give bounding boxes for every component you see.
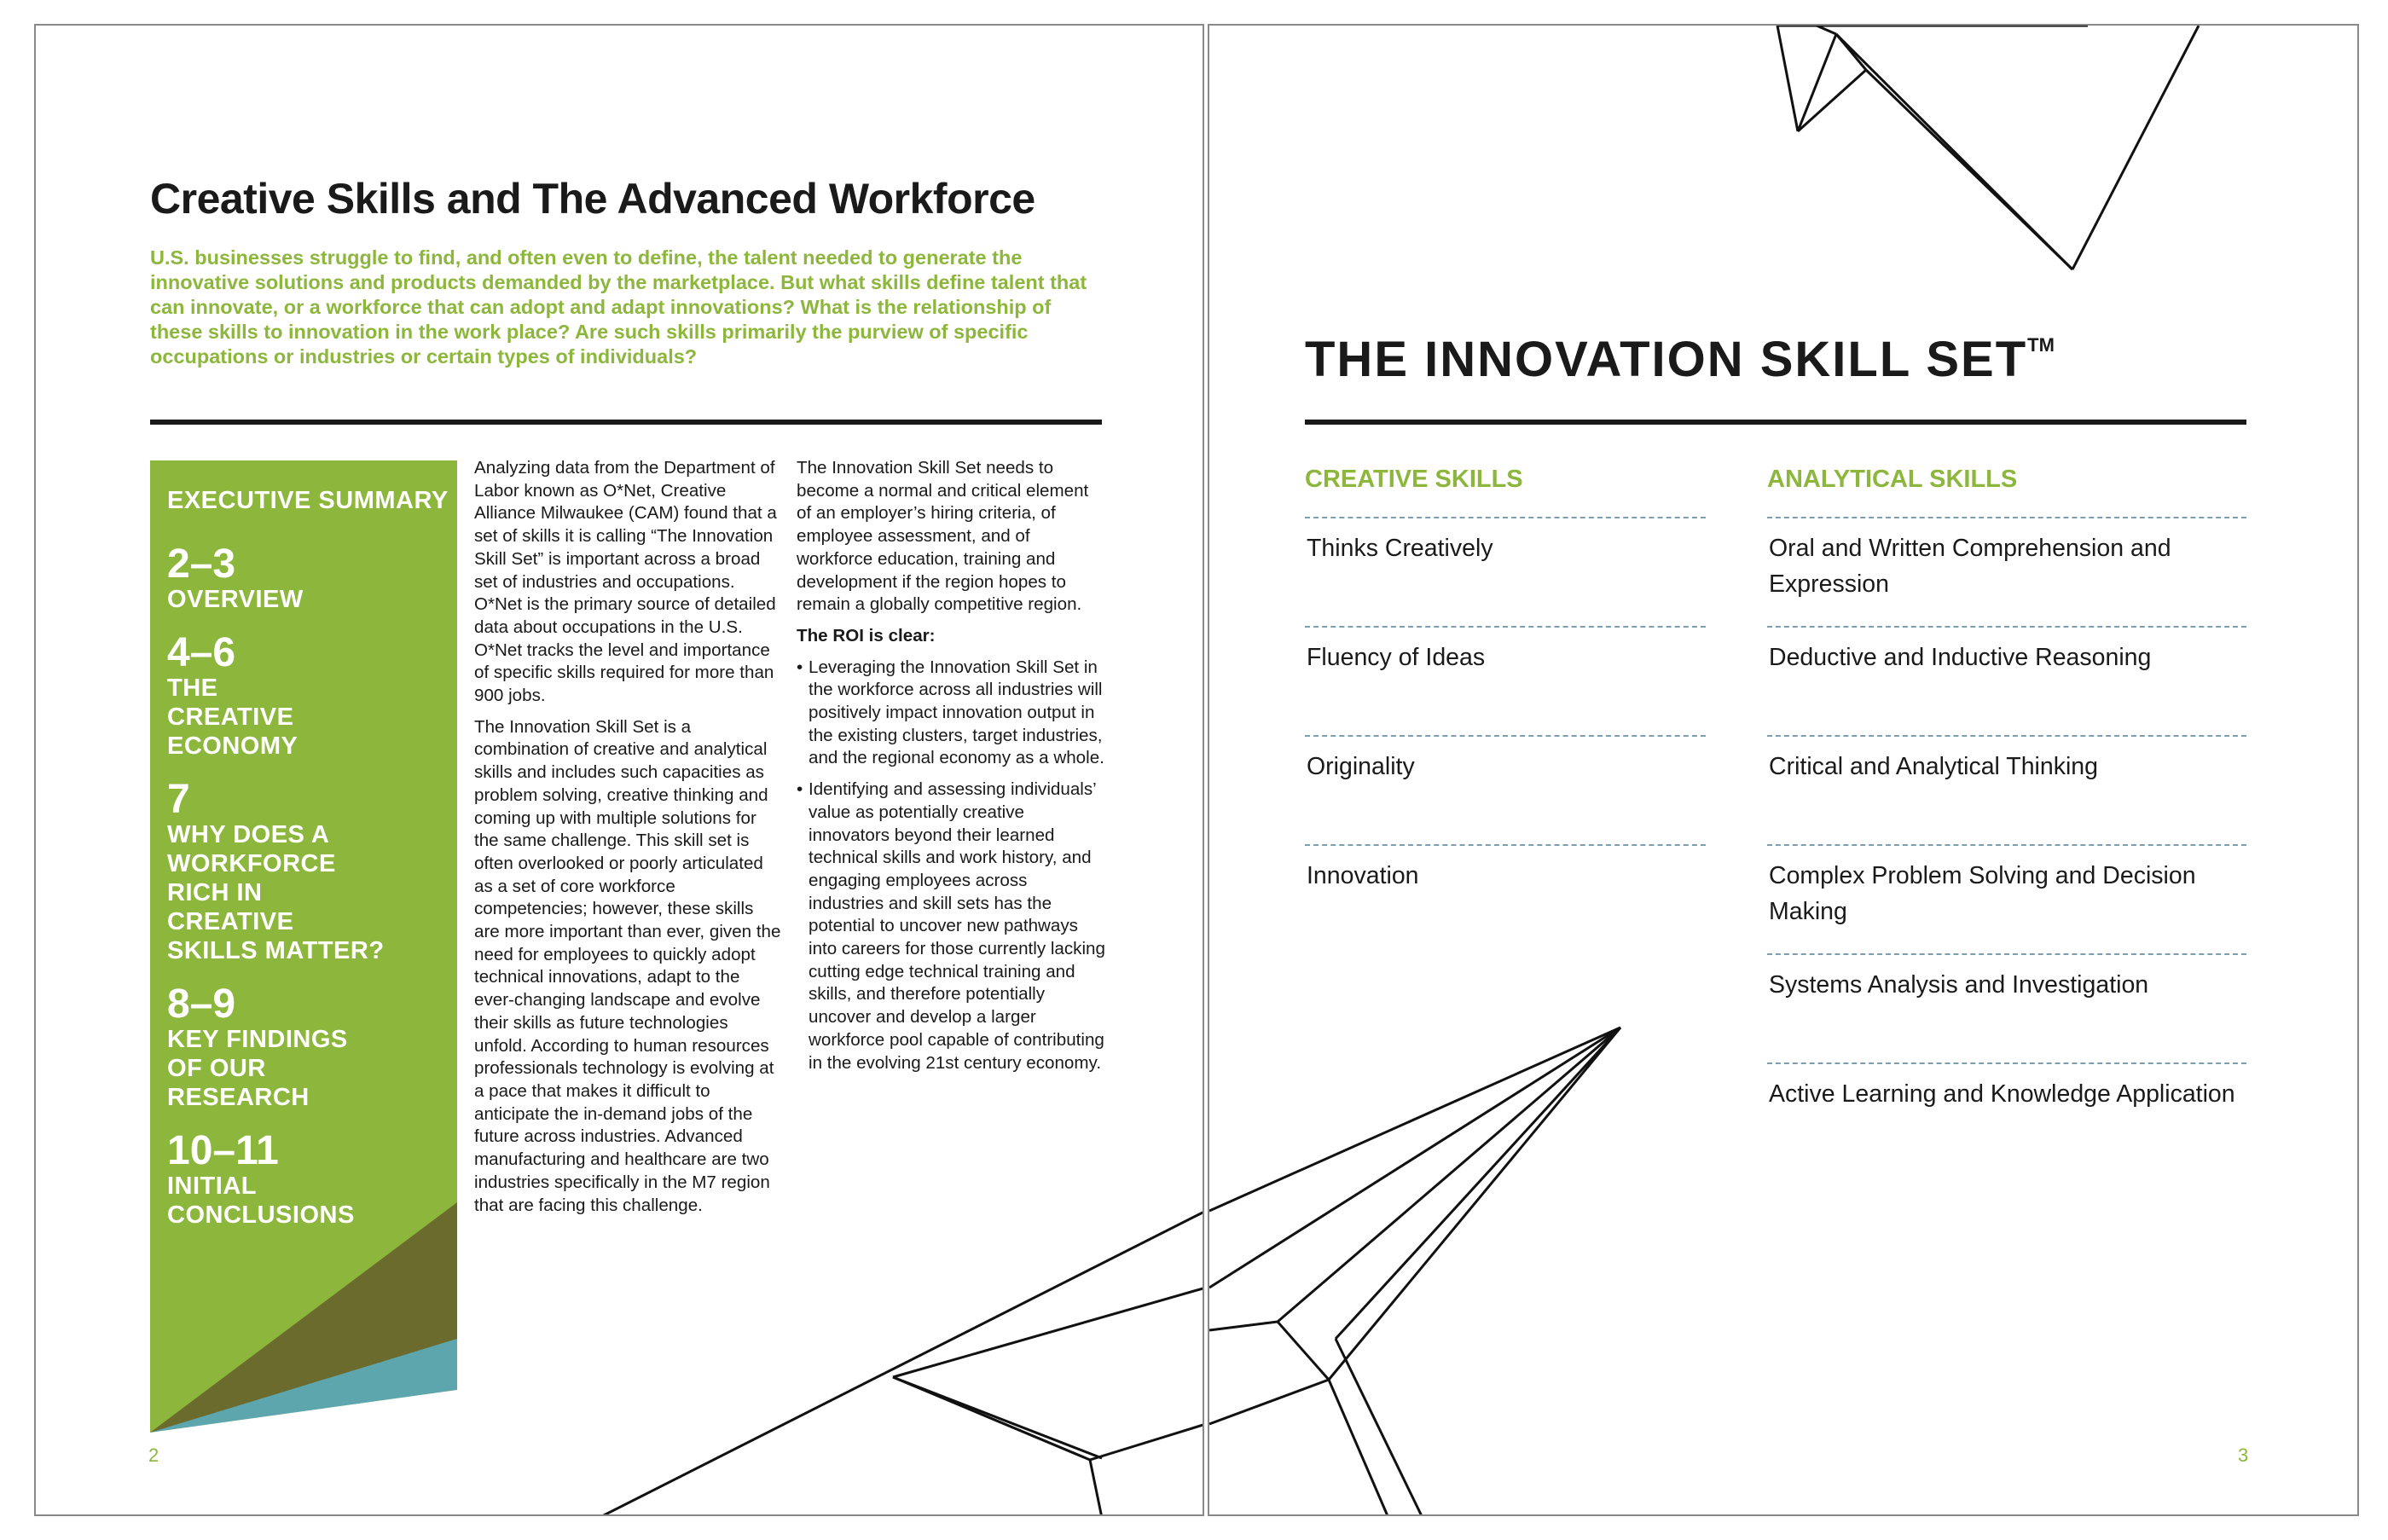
analytical-skills-heading: ANALYTICAL SKILLS	[1767, 462, 2246, 518]
skill-item: Fluency of Ideas	[1305, 628, 1706, 737]
page-number: 2	[148, 1444, 159, 1466]
skill-item: Active Learning and Knowledge Application	[1769, 1080, 2235, 1108]
creative-skills-column	[1305, 462, 1706, 955]
skill-item: Originality	[1305, 737, 1706, 846]
skill-item: Complex Problem Solving and Decision Making	[1767, 846, 2246, 955]
toc-item[interactable]	[167, 630, 449, 761]
body-paragraph: The Innovation Skill Set is a combination of creative and analytical skills and includes such capacities as problem solving, creative thinking and coming up with multiple solutions for the same challenge. This skill set is often overlooked or poorly articulated as a set of core workforce competencies; however, these skills are more important than ever, given the need for employees to quickly adopt technical innovations, adapt to the ever-changing landscape and evolve their skills as future technologies unfold. According to human resources professionals technology is evolving at a pace that makes it difficult to anticipate the in-demand jobs of the future across industries. Advanced manufacturing and healthcare are two industries specifically in the M7 region that are facing this challenge.	[474, 716, 781, 1215]
bullet-text: Identifying and assessing individuals’ value as potentially creative innovators beyond their learned technical skills and work history, and engaging employees across industries and skill sets has the potential to uncover new pathways into careers for those currently lacking cutting edge technical training and skills, and therefore potentially uncover and develop a larger workforce pool capable of contributing in the evolving 21st century economy.	[809, 779, 1105, 1073]
skill-set-title-text: THE INNOVATION SKILL SET	[1305, 332, 2028, 387]
table-of-contents	[167, 486, 449, 1248]
bullet-icon: •	[797, 779, 803, 800]
bullet-text: Leveraging the Innovation Skill Set in the workforce across all industries will positively impact innovation output in the existing clusters, target industries, and the regional economy as a whole.	[809, 657, 1104, 768]
skill-set-title	[1305, 331, 2055, 388]
body-column-2	[797, 457, 1105, 1083]
body-paragraph: The Innovation Skill Set needs to become a normal and critical element of an employer’s hiring criteria, of employee assessment, and of workforce education, training and development if the region hopes to remain a globally competitive region.	[797, 458, 1089, 615]
skill-item: Systems Analysis and Investigation	[1767, 955, 2246, 1064]
section-rule	[1305, 420, 2246, 425]
toc-item[interactable]	[167, 541, 449, 614]
toc-item[interactable]	[167, 981, 449, 1112]
section-rule	[150, 420, 1102, 425]
toc-label: INITIAL CONCLUSIONS	[167, 1172, 355, 1229]
page-number: 3	[2238, 1444, 2249, 1466]
body-column-1	[474, 457, 783, 1225]
skill-item: Oral and Written Comprehension and Expression	[1767, 518, 2246, 628]
toc-page-range: 2–3	[167, 541, 236, 587]
toc-page-range: 4–6	[167, 630, 236, 675]
toc-page-range: 7	[167, 777, 190, 822]
toc-page-range: 10–11	[167, 1128, 279, 1173]
toc-page-range: 8–9	[167, 981, 236, 1027]
toc-label: KEY FINDINGS OF OUR RESEARCH	[167, 1026, 348, 1111]
bullet-item	[797, 657, 1105, 771]
trademark-symbol: TM	[2027, 334, 2055, 356]
toc-label: OVERVIEW	[167, 586, 304, 613]
skill-item: Deductive and Inductive Reasoning	[1767, 628, 2246, 737]
creative-skills-heading: CREATIVE SKILLS	[1305, 462, 1706, 518]
lead-paragraph: U.S. businesses struggle to find, and often even to define, the talent needed to generate the innovative solutions and products demanded by the marketplace. But what skills define talent that can innovate, or a workforce that can adopt and adapt innovations? What is the relationship of these skills to innovation in the work place? Are such skills primarily the purview of specific occupations or industries or certain types of individuals?	[150, 246, 1087, 368]
toc-item[interactable]	[167, 779, 449, 965]
toc-label: THE CREATIVE ECONOMY	[167, 674, 298, 760]
skill-item: Critical and Analytical Thinking	[1767, 737, 2246, 846]
skill-item: Innovation	[1307, 862, 1419, 889]
bullet-item	[797, 779, 1105, 1074]
page-title: Creative Skills and The Advanced Workforce	[150, 175, 1035, 223]
body-paragraph: Analyzing data from the Department of Labor known as O*Net, Creative Alliance Milwaukee (CAM) found that a set of skills it is calling “The Innovation Skill Set” is important across a broad set of industries and occupations. O*Net is the primary source of detailed data about occupations in the U.S. O*Net tracks the level and importance of specific skills required for more than 900 jobs.	[474, 458, 777, 706]
contents-sidebar	[150, 460, 457, 1433]
toc-item[interactable]	[167, 1128, 449, 1230]
right-page	[1208, 24, 2359, 1516]
left-page	[34, 24, 1204, 1516]
toc-item[interactable]	[167, 486, 449, 515]
bullet-icon: •	[797, 657, 803, 677]
toc-label: EXECUTIVE SUMMARY	[167, 487, 449, 514]
toc-label: WHY DOES A WORKFORCE RICH IN CREATIVE SKILLS MATTER?	[167, 821, 385, 964]
roi-heading: The ROI is clear:	[797, 625, 936, 646]
skill-item: Thinks Creatively	[1305, 518, 1706, 628]
analytical-skills-column	[1767, 462, 2246, 1173]
